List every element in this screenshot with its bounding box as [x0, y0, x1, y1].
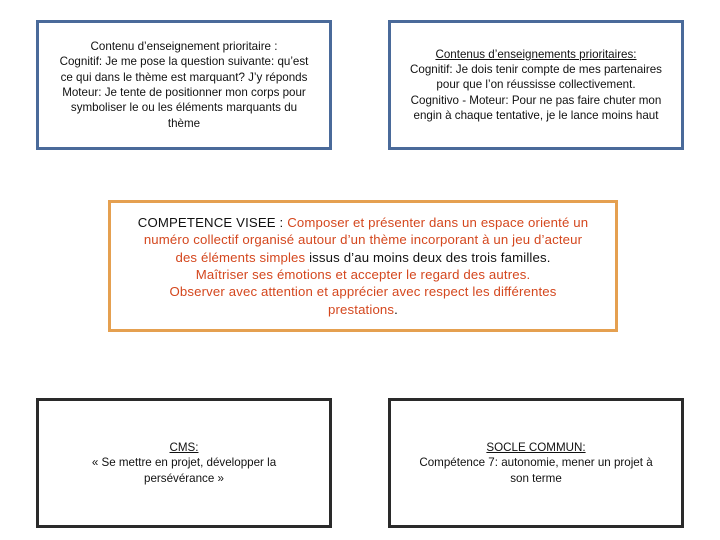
content-line: persévérance »: [144, 471, 224, 485]
competence-label: COMPETENCE VISEE :: [137, 214, 288, 230]
content-line: ce qui dans le thème est marquant? J’y réponds: [60, 70, 308, 84]
competence-text: Composer et présenter dans un espace orienté un: [287, 214, 589, 230]
content-line: Cognitivo - Moteur: Pour ne pas faire chuter mon: [410, 93, 662, 107]
cms-box: [36, 398, 332, 528]
box-title: CMS:: [169, 441, 199, 455]
content-line: Contenu d’enseignement prioritaire :: [90, 40, 278, 54]
box-title: SOCLE COMMUN:: [486, 441, 586, 455]
content-line: Moteur: Je tente de positionner mon corps pour: [62, 86, 306, 99]
competence-line: [328, 301, 398, 318]
content-line: engin à chaque tentative, je le lance moins haut: [413, 108, 659, 122]
content-line: pour que l’on réussisse collectivement.: [436, 78, 636, 92]
content-box-top-right: [388, 20, 684, 150]
competence-text: .: [394, 301, 398, 317]
content-line: thème: [167, 116, 201, 130]
socle-box: [388, 398, 684, 528]
content-line: Compétence 7: autonomie, mener un projet à: [419, 456, 653, 470]
competence-line: Maîtriser ses émotions et accepter le regard des autres.: [195, 267, 531, 282]
content-box-top-left: [36, 20, 332, 150]
content-line: « Se mettre en projet, développer la: [91, 456, 277, 470]
competence-text: des éléments simples: [175, 249, 310, 265]
content-line: Cognitif: Je dois tenir compte de mes partenaires: [410, 63, 662, 77]
competence-line: [138, 214, 588, 231]
box-title: Contenus d’enseignements prioritaires:: [435, 47, 637, 61]
content-line: son terme: [510, 471, 562, 485]
competence-line: numéro collectif organisé autour d’un thème incorporant à un jeu d’acteur: [143, 232, 583, 248]
content-line: symboliser le ou les éléments marquants du: [70, 101, 298, 115]
competence-text: issus d’au moins deux des trois familles.: [309, 249, 551, 265]
competence-text: prestations: [328, 301, 395, 317]
competence-box: [108, 200, 618, 332]
competence-line: [175, 249, 550, 266]
content-line: Cognitif: Je me pose la question suivante: qu’est: [59, 55, 309, 69]
competence-line: Observer avec attention et apprécier avec respect les différentes: [169, 284, 557, 300]
